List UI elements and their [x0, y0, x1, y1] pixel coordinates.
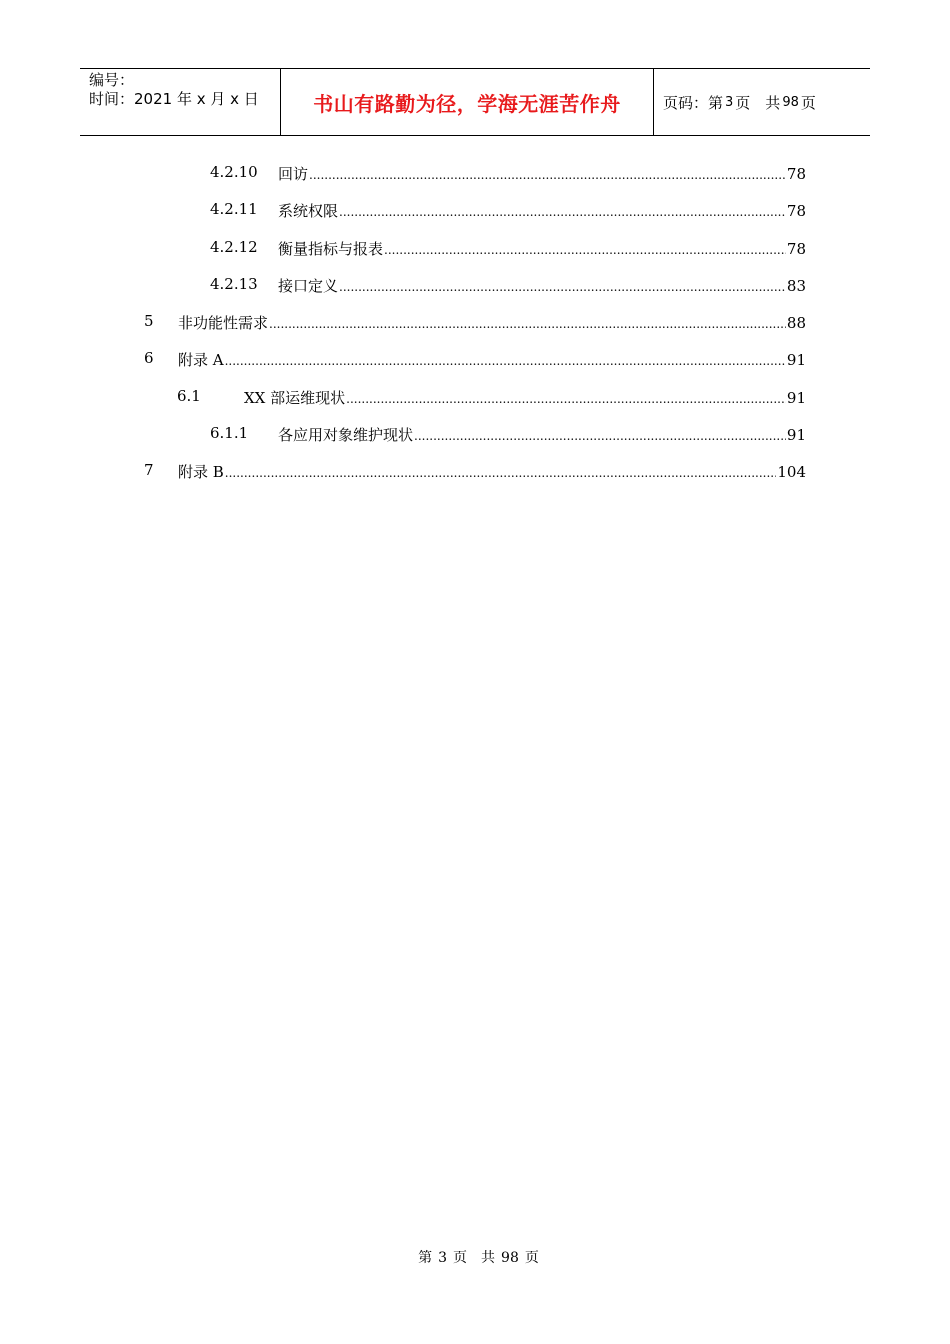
footer-suffix: 页: [524, 1250, 539, 1266]
toc-entry-page: 78: [786, 239, 806, 258]
page-prefix: 页码：第: [663, 93, 724, 112]
toc-dot-leader: [309, 168, 786, 182]
footer-total: 98: [501, 1250, 519, 1266]
time-label: 时间：2021 年 x 月 x 日: [89, 90, 259, 108]
toc-entry[interactable]: [0, 419, 950, 456]
toc-entry-page: 104: [777, 463, 806, 482]
slogan: 书山有路勤为径，学海无涯苦作舟: [313, 91, 621, 116]
toc-dot-leader: [269, 317, 786, 331]
footer-prefix: 第: [418, 1250, 433, 1266]
toc-entry-number: 7: [144, 461, 154, 480]
toc-dot-leader: [339, 205, 786, 219]
table-of-contents: [0, 158, 950, 494]
toc-entry-title: 附录 A: [178, 351, 224, 370]
page-header: [80, 68, 870, 136]
toc-entry-page: 91: [786, 351, 806, 370]
toc-entry-title: 非功能性需求: [178, 314, 269, 333]
toc-entry-title: 衡量指标与报表: [278, 239, 384, 258]
toc-entry-number: 4.2.12: [210, 237, 258, 256]
toc-entry[interactable]: [0, 382, 950, 419]
footer-current: 3: [438, 1250, 448, 1266]
toc-entry-title: 各应用对象维护现状: [278, 426, 414, 445]
toc-entry-number: 6.1.1: [210, 424, 249, 443]
toc-entry-number: 6.1: [177, 386, 201, 405]
toc-entry[interactable]: [0, 233, 950, 270]
toc-dot-leader: [346, 392, 786, 406]
footer-mid: 页 共: [453, 1250, 496, 1266]
toc-entry[interactable]: [0, 158, 950, 195]
toc-entry[interactable]: [0, 344, 950, 381]
toc-dot-leader: [384, 243, 786, 257]
toc-entry-page: 83: [786, 276, 806, 295]
toc-entry-page: 91: [786, 426, 806, 445]
toc-entry-title: 接口定义: [278, 276, 339, 295]
header-page-info: [654, 69, 870, 135]
toc-dot-leader: [225, 466, 777, 480]
page-current: 3: [725, 94, 734, 110]
toc-dot-leader: [414, 429, 786, 443]
toc-entry-number: 5: [144, 312, 154, 331]
toc-entry-title: 附录 B: [178, 463, 224, 482]
page-total: 98: [782, 94, 799, 110]
toc-entry-page: 91: [786, 388, 806, 407]
page-mid: 页 共: [735, 93, 781, 112]
page-suffix: 页: [800, 93, 816, 112]
toc-entry-page: 78: [786, 165, 806, 183]
toc-entry-title: XX 部运维现状: [244, 388, 346, 407]
toc-entry-number: 4.2.10: [210, 163, 258, 181]
number-label: 编号：: [89, 71, 135, 89]
toc-entry-title: 系统权限: [278, 202, 339, 221]
toc-dot-leader: [339, 280, 786, 294]
toc-entry[interactable]: [0, 307, 950, 344]
toc-entry-number: 4.2.11: [210, 200, 258, 219]
header-slogan-cell: [281, 69, 654, 135]
page-footer: [0, 1247, 950, 1267]
toc-entry-title: 回访: [278, 165, 309, 183]
toc-entry[interactable]: [0, 456, 950, 493]
toc-entry[interactable]: [0, 270, 950, 307]
toc-dot-leader: [225, 354, 786, 368]
toc-entry-number: 6: [144, 349, 154, 368]
toc-entry-number: 4.2.13: [210, 274, 258, 293]
toc-entry[interactable]: [0, 195, 950, 232]
toc-entry-page: 78: [786, 202, 806, 221]
header-meta: [80, 69, 281, 135]
toc-entry-page: 88: [786, 314, 806, 333]
